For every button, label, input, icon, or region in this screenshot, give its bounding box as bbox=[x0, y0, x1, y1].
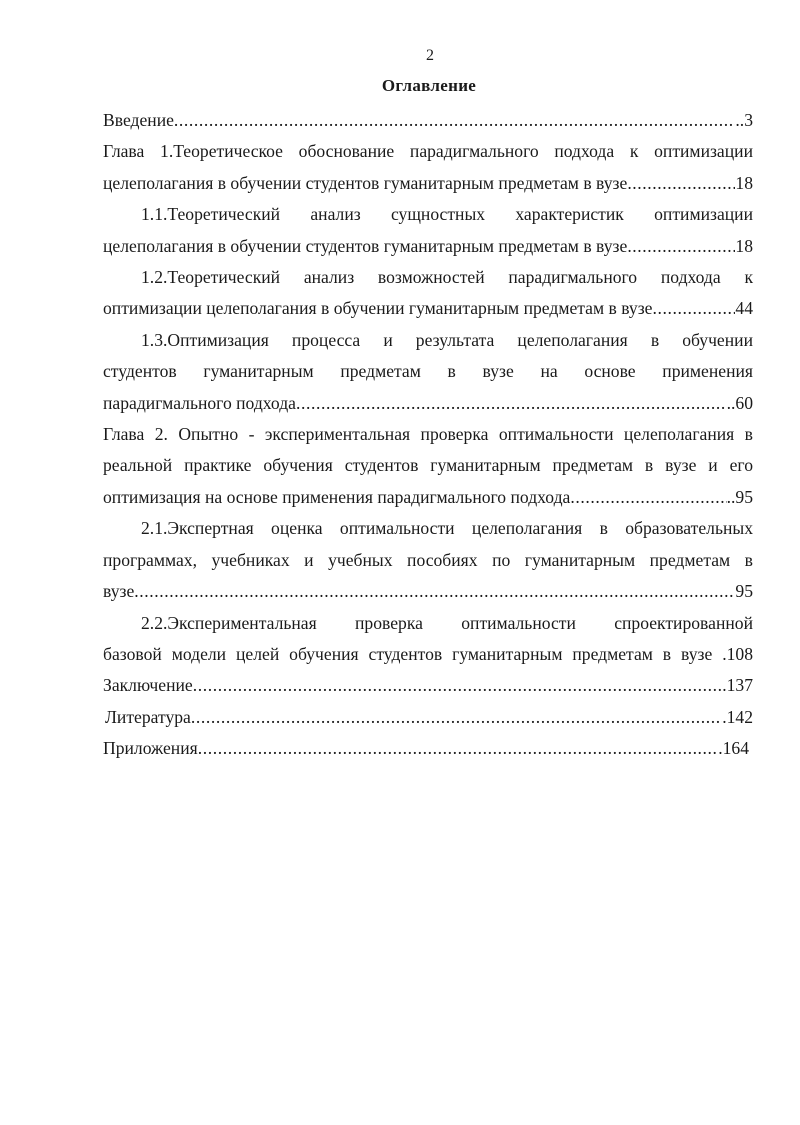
toc-entry-section-2-2[interactable] bbox=[103, 608, 753, 671]
toc-page-number: 95 bbox=[735, 581, 753, 602]
toc-entry-section-1-1[interactable] bbox=[103, 199, 753, 262]
dot-leader bbox=[296, 388, 727, 419]
toc-entry-conclusion[interactable] bbox=[103, 670, 753, 701]
dot-leader bbox=[174, 105, 735, 136]
toc-label: вузе bbox=[103, 581, 135, 602]
toc-text-line: реальной практике обучения студентов гуманитарным предметам в вузе и его bbox=[103, 455, 753, 476]
toc-text-line: 2.2.Экспериментальная проверка оптимальности спроектированной bbox=[141, 612, 753, 633]
toc-entry-appendix[interactable] bbox=[103, 733, 749, 764]
toc-label: Приложения bbox=[103, 738, 198, 759]
toc-page-number: 44 bbox=[735, 298, 753, 319]
toc-label: целеполагания в обучении студентов гуманитарным предметам в вузе bbox=[103, 235, 628, 256]
dot-leader bbox=[570, 482, 726, 513]
toc-leader-line bbox=[103, 293, 753, 324]
toc-page-number: 18 bbox=[735, 172, 753, 193]
toc-leader-line bbox=[103, 168, 753, 199]
toc-text-line: 1.2.Теоретический анализ возможностей парадигмального подхода к bbox=[141, 267, 753, 288]
toc-page-number: 18 bbox=[735, 235, 753, 256]
table-of-contents bbox=[103, 105, 753, 765]
dot-leader bbox=[193, 670, 722, 701]
dot-leader bbox=[198, 733, 718, 764]
toc-entry-section-1-3[interactable] bbox=[103, 325, 753, 419]
toc-page-number: ..95 bbox=[726, 486, 753, 507]
toc-leader-line bbox=[103, 576, 753, 607]
toc-leader-line bbox=[103, 231, 753, 262]
toc-text-line: 1.3.Оптимизация процесса и результата целеполагания в обучении bbox=[141, 329, 753, 350]
page-number: 2 bbox=[426, 47, 434, 64]
toc-entry-chapter-1[interactable] bbox=[103, 136, 753, 199]
toc-page-number: .164 bbox=[718, 738, 749, 759]
toc-text-line: Глава 2. Опытно - экспериментальная проверка оптимальности целеполагания в bbox=[103, 424, 753, 445]
toc-leader-line bbox=[103, 482, 753, 513]
toc-entry-intro[interactable] bbox=[103, 105, 753, 136]
toc-entry-section-2-1[interactable] bbox=[103, 513, 753, 607]
toc-label: парадигмального подхода bbox=[103, 392, 296, 413]
toc-label: оптимизации целеполагания в обучении гуманитарным предметам в вузе bbox=[103, 298, 653, 319]
toc-text-line: Глава 1.Теоретическое обоснование парадигмального подхода к оптимизации bbox=[103, 141, 753, 162]
toc-label: Введение bbox=[103, 110, 174, 130]
toc-label: Заключение bbox=[103, 675, 193, 696]
toc-page-number: .142 bbox=[722, 706, 753, 727]
toc-page-number: .137 bbox=[722, 675, 753, 696]
dot-leader bbox=[627, 168, 735, 199]
toc-text-line: 1.1.Теоретический анализ сущностных характеристик оптимизации bbox=[141, 204, 753, 225]
toc-entry-section-1-2[interactable] bbox=[103, 262, 753, 325]
toc-text-line: студентов гуманитарным предметам в вузе на основе применения bbox=[103, 361, 753, 382]
toc-label: целеполагания в обучении студентов гуманитарным предметам в вузе bbox=[103, 172, 628, 193]
toc-text-line: 2.1.Экспертная оценка оптимальности целеполагания в образовательных bbox=[141, 518, 753, 539]
toc-title: Оглавление bbox=[381, 76, 477, 95]
dot-leader bbox=[191, 702, 722, 733]
dot-leader bbox=[653, 293, 736, 324]
toc-text-line: программах, учебниках и учебных пособиях по гуманитарным предметам в bbox=[103, 549, 753, 570]
toc-page-number: ..60 bbox=[726, 392, 753, 413]
toc-text-line: базовой модели целей обучения студентов гуманитарным предметам в вузе .108 bbox=[103, 643, 753, 664]
toc-entry-literature[interactable] bbox=[105, 702, 753, 733]
dot-leader bbox=[134, 576, 735, 607]
toc-label: оптимизация на основе применения парадигмального подхода bbox=[103, 486, 571, 507]
toc-page-number: ..3 bbox=[735, 110, 753, 130]
toc-entry-chapter-2[interactable] bbox=[103, 419, 753, 513]
dot-leader bbox=[627, 231, 735, 262]
toc-label: Литература bbox=[105, 706, 191, 727]
toc-leader-line bbox=[103, 388, 753, 419]
